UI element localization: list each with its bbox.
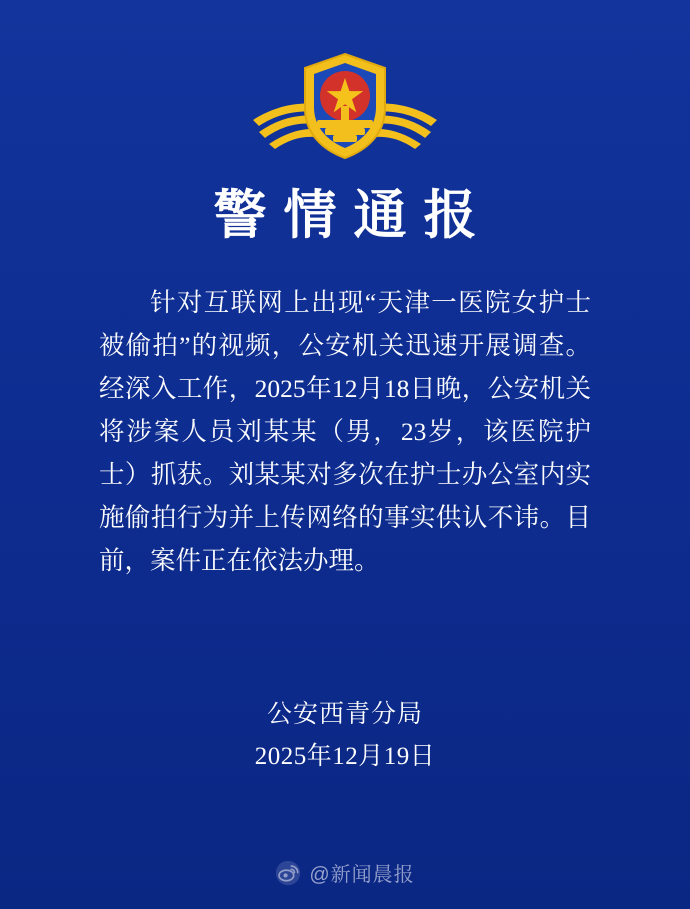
- watermark-text: @新闻晨报: [309, 864, 415, 886]
- signature-block: [99, 694, 591, 778]
- notice-body-paragraph: 针对互联网上出现“天津一医院女护士被偷拍”的视频，公安机关迅速开展调查。经深入工作，2025年12月18日晚，公安机关将涉案人员刘某某（男，23岁，该医院护士）抓获。刘某某对多次在护士办公室内实施偷拍行为并上传网络的事实供认不讳。目前，案件正在依法办理。: [99, 287, 591, 575]
- police-emblem: [245, 46, 445, 164]
- watermark: [0, 858, 690, 887]
- page-title: 警情通报: [213, 187, 494, 245]
- police-emblem-icon: [245, 46, 445, 164]
- notice-body: [99, 281, 591, 582]
- issuing-organization: 公安西青分局: [266, 700, 423, 728]
- issue-date: 2025年12月19日: [254, 742, 436, 770]
- weibo-icon: [275, 860, 301, 886]
